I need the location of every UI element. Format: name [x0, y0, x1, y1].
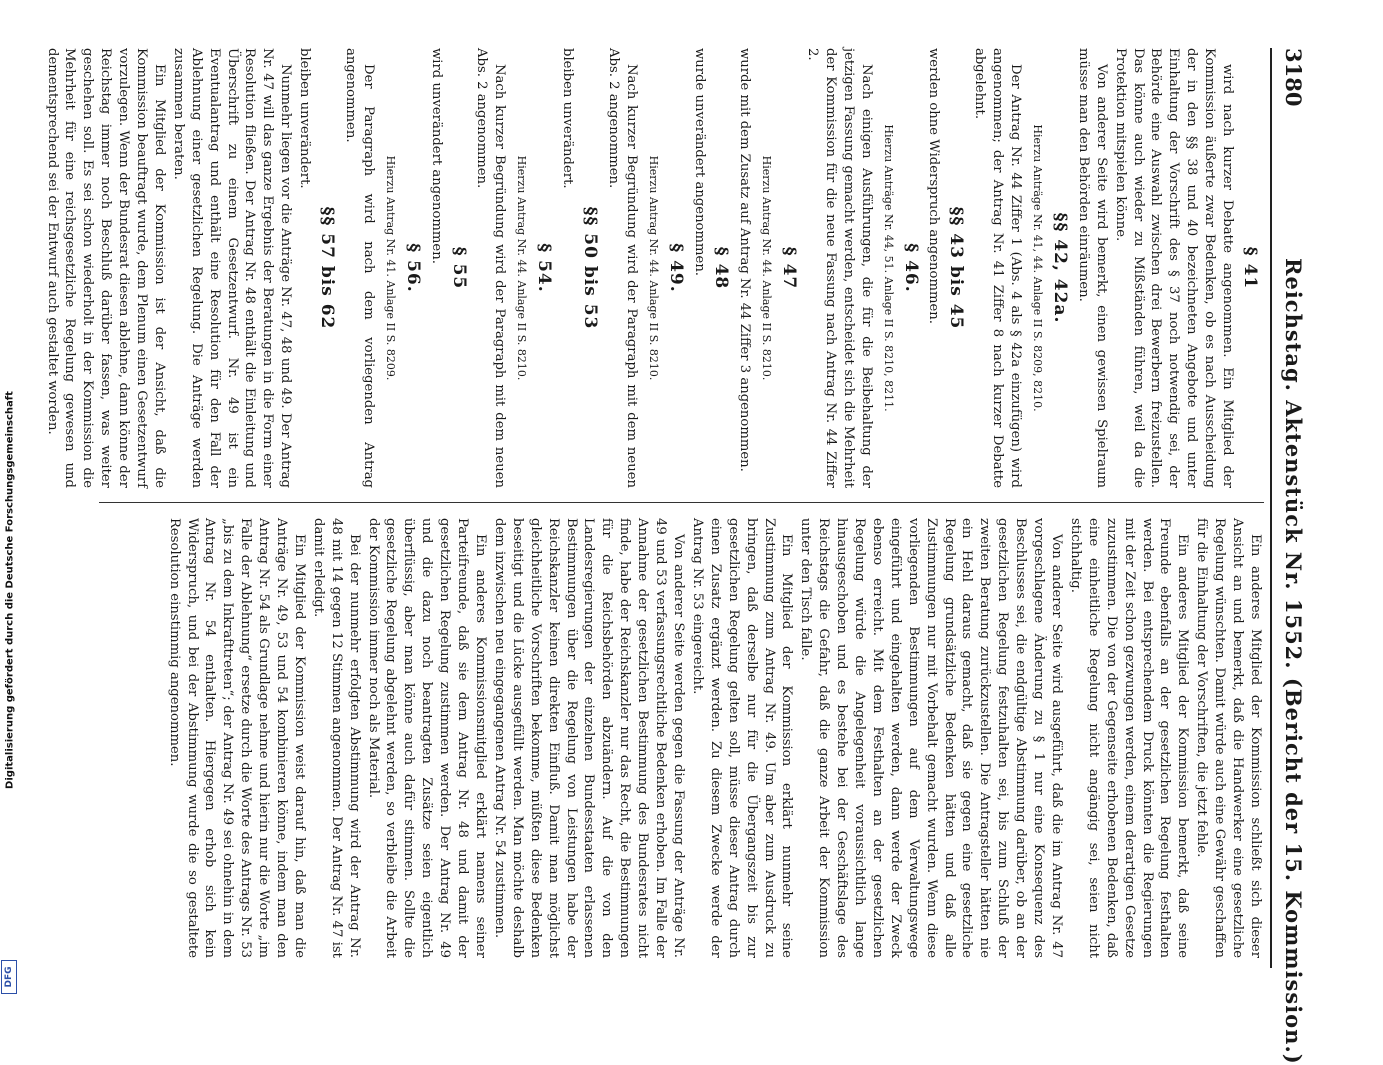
left-resolution-line: bleiben unverändert.	[297, 48, 313, 189]
right-paragraph: Von anderer Seite wird ausgeführt, daß die im Antrag Nr. 47 vorgeschlagene Änderung zu § 1 nur eine Konsequenz des Beschlusses sei, die endgültige Abstimmung darüber, ob an der gesetzlichen Regelung festzuhalten sei, bis zum Schluß der zweiten Beratung zurückzustellen. Die Antragsteller hätten nie ein Hehl daraus gemacht, daß sie gegen eine gesetzliche Regelung grundsätzliche Bedenken hätten und daß alle Zustimmungen nur mit Vorbehalt gemacht wurden. Wenn diese vorliegenden Bestimmungen auf dem Verwaltungswege eingeführt und eingehalten werden, dann werde der Zweck ebenso erreicht. Mit dem Festhalten an der gesetzlichen Regelung würde die Angelegenheit voraussichtlich lange hinausgeschoben und es bestehe bei der Geschäftslage des Reichstags die Gefahr, daß die ganze Arbeit der Kommission unter den Tisch falle.	[798, 518, 1065, 958]
left-paragraph: Nach kurzer Begründung wird der Paragraph mit dem neuen Abs. 2 angenommen.	[474, 48, 508, 488]
funding-note-text: Digitalisierung gefördert durch die Deutsche Forschungsgemeinschaft	[4, 391, 16, 789]
left-paragraph: wird nach kurzer Debatte angenommen. Ein Mitglied der Kommission äußerte zwar Bedenken, ob es nach Ausscheidung der in den §§ 38 und 40 bezeichneten Angebote und unter Einhaltung der Vorschrift des § 37 noch notwendig sei, der Behörde eine Auswahl zwischen drei Bewerbern freizustellen. Das könne auch wieder zu Mißständen führen, weil da die Protektion mitspielen könne.	[1112, 48, 1236, 488]
right-paragraph: Ein Mitglied der Kommission weist darauf hin, daß man die Anträge Nr. 49, 53 und 54 kombinieren könne, indem man den Antrag Nr. 54 als Grundlage nehme und hierin nur die Worte „im Falle der Ablehnung“ ersetze durch die Worte des Antrags Nr. 53 „bis zu dem Inkrafttreten“; der Antrag Nr. 49 sei ohnehin in dem Antrag Nr. 54 enthalten. Hiergegen erhob sich kein Widerspruch, und bei der Abstimmung wurde die so gestaltete Resolution einstimmig angenommen.	[166, 518, 307, 958]
header-rule	[1270, 48, 1272, 968]
right-column	[94, 518, 1264, 958]
dfg-logo	[1, 960, 17, 994]
right-paragraph: Ein Mitglied der Kommission erklärt nunmehr seine Zustimmung zum Antrag Nr. 49. Um aber zum Ausdruck zu bringen, daß derselbe nur für die Übergangszeit bis zur gesetzlichen Regelung gelten soll, müsse dieser Antrag durch einen Zusatz ergänzt werden. Zu diesem Zwecke werde der Antrag Nr. 53 eingereicht.	[689, 518, 795, 958]
left-resolution-line: wird unverändert angenommen.	[428, 48, 444, 264]
left-section-heading: §§ 50 bis 53	[580, 206, 600, 330]
left-section-heading: § 56.	[402, 243, 423, 293]
document-sheet	[44, 48, 1310, 1065]
left-paragraph: Nach kurzer Begründung wird der Paragraph mit dem neuen Abs. 2 angenommen.	[605, 48, 639, 488]
left-section-heading: § 48	[711, 246, 732, 290]
left-resolution-line: bleiben unverändert.	[560, 48, 576, 189]
funding-note	[2, 200, 18, 980]
left-resolution-line: wurde mit dem Zusatz auf Antrag Nr. 44 Ziffer 3 angenommen.	[737, 48, 753, 472]
left-paragraph: Ein Mitglied der Kommission ist der Ansicht, daß die Kommission beauftragt wurde, dem Plenum einen Gesetzentwurf vorzulegen. Wenn der Bundesrat diesen ablehne, dann könne der Reichstag immer noch Beschluß darüber fassen, was weiter geschehen soll. Es sei schon wiederholt in der Kommission die Mehrheit für eine reichsgesetzliche Regelung gewesen und dementsprechend sei der Entwurf auch gestaltet worden.	[44, 48, 167, 488]
right-paragraph: Ein anderes Mitglied der Kommission schließt sich dieser Ansicht an und bemerkt, daß die Handwerker eine gesetzliche Regelung wünschten. Damit würde auch eine Gewähr geschaffen für die Einhaltung der Vorschriften, die jetzt fehle.	[1194, 518, 1263, 958]
left-reference-note: Hierzu Antrag Nr. 44. Anlage II S. 8210.	[646, 155, 660, 381]
dfg-logo-text: DFG	[4, 966, 14, 988]
left-resolution-line: werden ohne Widerspruch angenommen.	[926, 48, 942, 324]
left-section-heading: §§ 42, 42a.	[1049, 212, 1070, 324]
left-paragraph: Der Antrag Nr. 44 Ziffer 1 (Abs. 4 als § 42a einzufügen) wird angenommen; der Antrag Nr. 41 Ziffer 8 nach kurzer Debatte abgelehnt.	[972, 48, 1024, 488]
left-paragraph: Nunmehr liegen vor die Anträge Nr. 47, 48 und 49. Der Antrag Nr. 47 will das ganze Ergebnis der Beratungen in die Form einer Resolution fließen. Der Antrag Nr. 48 enthält die Einleitung und Überschrift zu einem Gesetzentwurf. Nr. 49 ist ein Eventualantrag und enthält eine Resolution für den Fall der Ablehnung einer gesetzlichen Regelung. Die Anträge werden zusammen beraten.	[170, 48, 294, 488]
left-column	[44, 48, 1264, 488]
page-title: Reichstag. Aktenstück Nr. 1552. (Bericht der 15. Kommission.)	[1281, 258, 1306, 1065]
left-section-heading: § 49.	[665, 243, 686, 293]
left-section-heading: § 46.	[900, 243, 921, 293]
left-section-heading: §§ 43 bis 45	[946, 206, 967, 330]
right-paragraph: Ein anderes Kommissionsmitglied erklärt namens seiner Parteifreunde, daß sie dem Antrag Nr. 48 und damit der gesetzlichen Regelung zustimmen werden. Der Antrag Nr. 49 und die dazu noch beantragten Zusätze seien eigentlich überflüssig, aber man könne auch dafür stimmen. Sollte die gesetzliche Regelung abgelehnt werden, so verbleibe die Arbeit der Kommission immer noch als Material.	[365, 518, 489, 958]
right-paragraph: Ein anderes Mitglied der Kommission bemerkt, daß seine Freunde ebenfalls an der gesetzlichen Regelung festhalten werden. Bei entsprechendem Druck könnten die Regierungen mit der Zeit schon gezwungen werden, einem derartigen Gesetze zuzustimmen. Die von der Gegenseite erhobenen Bedenken, daß eine einheitliche Regelung nicht angängig sei, seien nicht stichhaltig.	[1067, 518, 1191, 958]
left-reference-note: Hierzu Antrag Nr. 41. Anlage II S. 8209.	[383, 155, 397, 381]
page-header	[1274, 48, 1310, 1065]
right-paragraph: Von anderer Seite werden gegen die Fassung der Anträge Nr. 49 und 53 verfassungsrechtliche Bedenken erhoben. Im Falle der Annahme der gesetzlichen Bestimmung des Bundesrates nicht finde, habe der Reichskanzler nur das Recht, die Bestimmungen für die Reichsbehörden abzuändern. Auf die von den Landesregierungen der einzelnen Bundesstaaten erlassenen Bestimmungen über die Regelung von Leistungen habe der Reichskanzler keinen direkten Einfluß. Damit man möglichst gleichheitliche Vorschriften bekomme, müßten diese Bedenken beseitigt und die Lücke ausgefüllt werden. Man möchte deshalb dem inzwischen neu eingegangenen Antrag Nr. 54 zustimmen.	[491, 518, 686, 958]
left-section-heading: §§ 57 bis 62	[317, 206, 338, 330]
left-section-heading: § 41	[1240, 246, 1260, 290]
left-reference-note: Hierzu Anträge Nr. 44, 51. Anlage II S. 8210, 8211.	[881, 124, 895, 412]
page-number: 3180	[1281, 48, 1306, 107]
left-reference-note: Hierzu Antrag Nr. 44. Anlage II S. 8210.	[515, 155, 529, 381]
left-paragraph: Nach einigen Ausführungen, die für die Beibehaltung der jetzigen Fassung gemacht werden, entscheidet sich die Mehrheit der Kommission für die neue Fassung nach Antrag Nr. 44 Ziffer 2.	[805, 48, 874, 488]
right-paragraph: Bei der nunmehr erfolgten Abstimmung wird der Antrag Nr. 48 mit 14 gegen 12 Stimmen angenommen. Der Antrag Nr. 47 ist damit erledigt.	[310, 518, 362, 958]
left-paragraph: Der Paragraph wird nach dem vorliegenden Antrag angenommen.	[343, 48, 376, 488]
left-reference-note: Hierzu Anträge Nr. 41, 44. Anlage II S. 8209, 8210.	[1031, 124, 1045, 412]
left-section-heading: § 47	[779, 246, 800, 290]
left-section-heading: § 55	[448, 246, 469, 290]
left-reference-note: Hierzu Antrag Nr. 44. Anlage II S. 8210.	[760, 155, 774, 381]
left-resolution-line: wurde unverändert angenommen.	[691, 48, 707, 276]
left-section-heading: § 54.	[534, 243, 555, 293]
column-divider	[99, 502, 1264, 503]
left-paragraph: Von anderer Seite wird bemerkt, einen gewissen Spielraum müsse man den Behörden einräumen.	[1075, 48, 1109, 488]
